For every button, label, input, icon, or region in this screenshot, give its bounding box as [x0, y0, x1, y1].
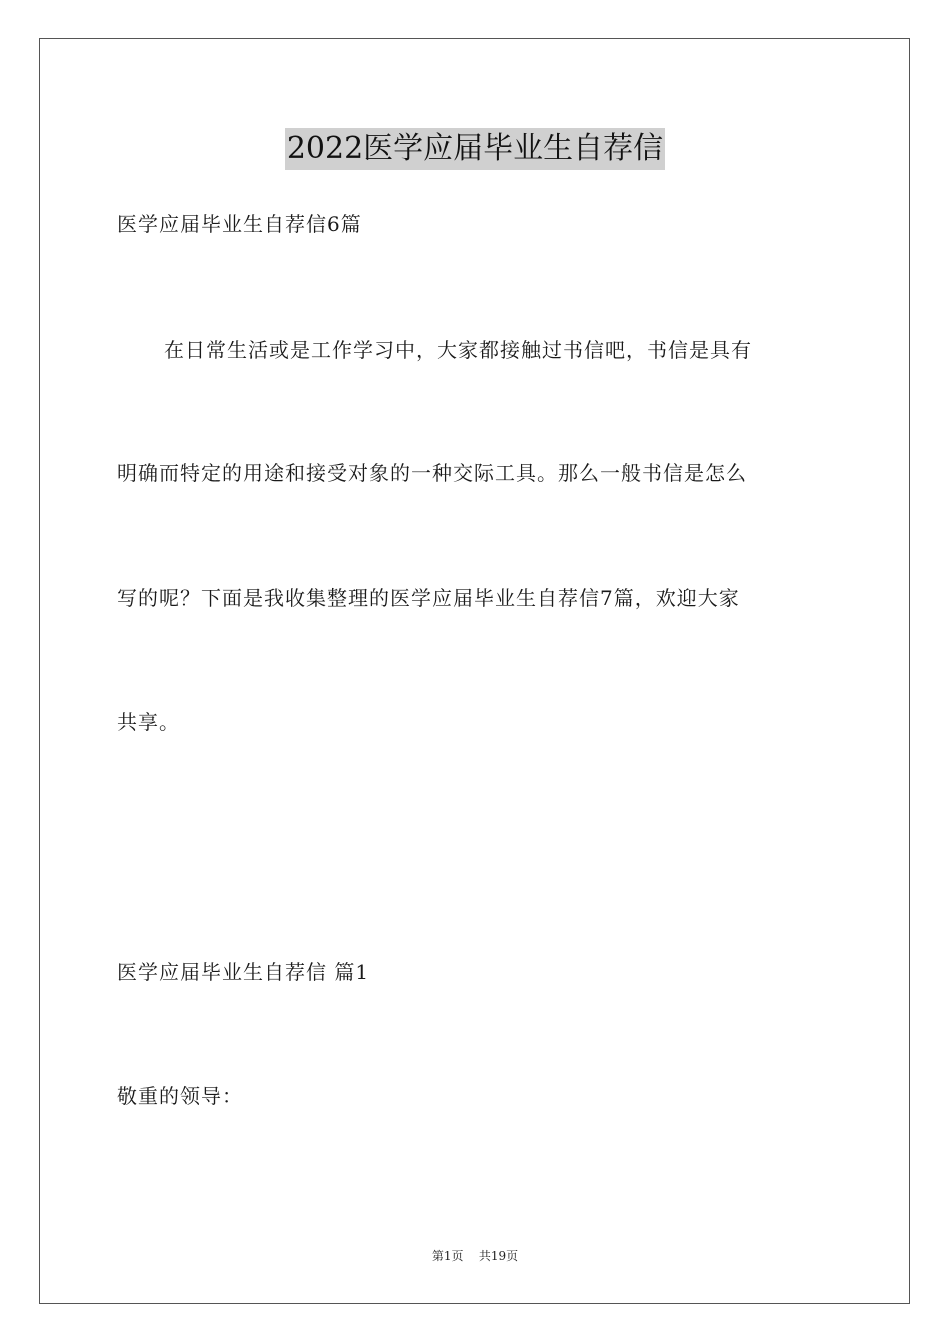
- page-total: 共19页: [478, 1249, 519, 1263]
- document-subtitle: 医学应届毕业生自荐信6篇: [117, 212, 362, 236]
- intro-paragraph-line-4: 共享。: [117, 710, 180, 734]
- page-number: 第1页: [431, 1249, 464, 1263]
- document-title: 2022医学应届毕业生自荐信: [285, 128, 665, 170]
- title-container: [0, 128, 950, 170]
- page-footer: [0, 1248, 950, 1264]
- intro-paragraph-line-2: 明确而特定的用途和接受对象的一种交际工具。那么一般书信是怎么: [117, 461, 747, 485]
- intro-paragraph-line-3: 写的呢？下面是我收集整理的医学应届毕业生自荐信7篇，欢迎大家: [117, 586, 740, 610]
- salutation: 敬重的领导：: [117, 1084, 243, 1108]
- intro-paragraph-line-1: 在日常生活或是工作学习中，大家都接触过书信吧，书信是具有: [164, 338, 752, 362]
- section-heading: 医学应届毕业生自荐信 篇1: [117, 960, 370, 984]
